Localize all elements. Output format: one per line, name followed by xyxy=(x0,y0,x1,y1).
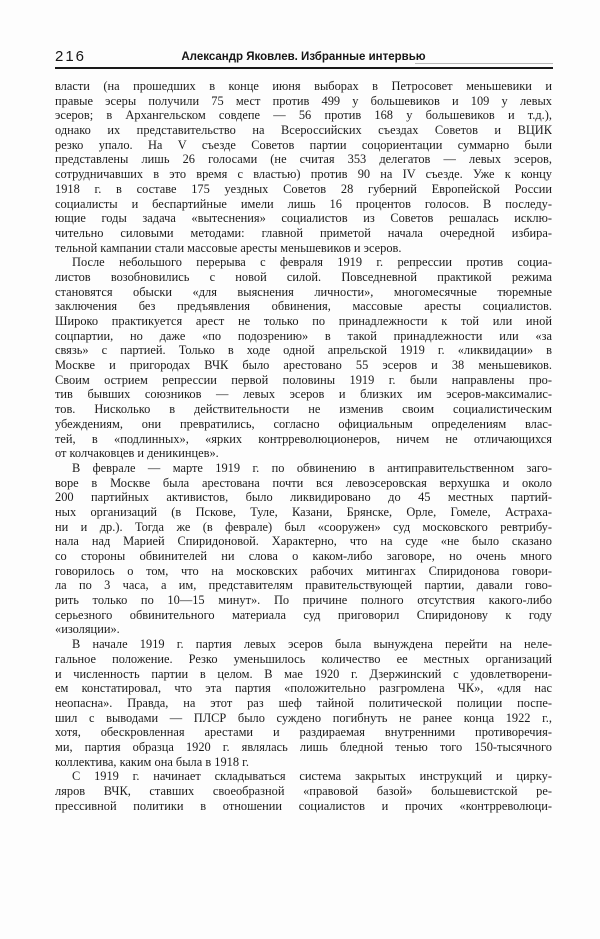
text-line: В начале 1919 г. партия левых эсеров была вынуждена перейти на неле- xyxy=(72,637,552,652)
text-line: представлены лишь 26 голосами (не считая 353 делегатов — левых эсеров, xyxy=(55,152,552,167)
text-line: тельной кампании стали массовые аресты меньшевиков и эсеров. xyxy=(55,240,402,255)
text-line: ла по 3 часа, а им, представителям правительствующей партии, давали гово- xyxy=(55,578,552,593)
text-line: эсеров; в Архангельском совдепе — 56 против 168 у большевиков и т.д.), xyxy=(55,108,552,123)
text-line: заключения без предъявления обвинения, массовые аресты социалистов. xyxy=(55,299,552,314)
text-line: ни и др.). Тогда же (в феврале) был «сооружен» суд московского ревтрибу- xyxy=(55,519,552,534)
text-line: социалисты и беспартийные имели лишь 16 процентов голосов. В последу- xyxy=(55,196,552,211)
text-block xyxy=(55,79,552,813)
text-line: со стороны обвинителей ни слова о каком-либо заговоре, но очень много xyxy=(55,549,552,563)
paragraph xyxy=(55,79,552,255)
text-line: коллектива, каким она была в 1918 г. xyxy=(55,754,249,769)
page-number: 216 xyxy=(55,48,87,65)
text-line: Москве и пригородах ВЧК было арестовано 55 эсеров и 38 меньшевиков. xyxy=(55,358,552,373)
text-line: правые эсеры получили 75 мест против 499 у большевиков и 109 у левых xyxy=(55,93,552,108)
text-line: говорилось о том, что на московских рабочих митингах Спиридонова говори- xyxy=(55,563,552,578)
text-line: рить только по 10—15 минут». По причине полного отсутствия какого-либо xyxy=(55,593,552,608)
text-line: хотя, обескровленная арестами и раздираемая внутренними противоречия- xyxy=(55,725,552,740)
text-line: листов возобновились с новой силой. Повседневной практикой режима xyxy=(55,269,552,284)
text-line: «изоляции». xyxy=(55,622,120,637)
text-line: резко упало. На V съезде Советов партии соцориентации суммарно были xyxy=(55,137,552,152)
text-line: тов. Нисколько в действительности не изменив своим социалистическим xyxy=(55,402,552,417)
text-line: ми, партия образца 1920 г. являлась лишь бледной тенью того 150-тысячного xyxy=(55,739,552,754)
text-line: сотрудничавших в это время с властью) против 90 на IV съезде. Уже к концу xyxy=(55,167,552,182)
text-line: 1918 г. в составе 175 уездных Советов 28 губерний Европейской России xyxy=(55,181,552,196)
paragraph xyxy=(55,637,552,769)
paragraph xyxy=(55,769,552,813)
header-hairline xyxy=(415,63,553,64)
text-line: однако их представительство на Всероссийских съездах Советов и ВЦИК xyxy=(55,123,552,138)
text-line: от колчаковцев и деникинцев». xyxy=(55,446,219,461)
text-line: соцпартии, но даже «по подозрению» в такой принадлежности или «за xyxy=(55,328,552,343)
text-line: ляров ВЧК, ставших своеобразной «правовой базой» большевистской ре- xyxy=(55,784,552,798)
text-line: убеждениям, они превратились, согласно официальным определениям влас- xyxy=(55,416,552,431)
text-line: неопасна». Правда, на этот раз шеф тайной политической полиции поспе- xyxy=(55,695,552,710)
text-line: Широко практикуется арест не только по принадлежности к той или иной xyxy=(55,314,552,328)
text-line: власти (на прошедших в конце июня выборах в Петросовет меньшевики и xyxy=(55,79,552,93)
text-line: В феврале — марте 1919 г. по обвинению в антиправительственном заго- xyxy=(72,460,552,475)
paragraph xyxy=(55,255,552,461)
text-line: тей, в «подлинных», «ярких контрреволюционеров, ничем не отличающихся xyxy=(55,431,552,446)
text-line: воре в Москве была арестована почти вся левоэсеровская верхушка и около xyxy=(55,475,552,490)
paragraph xyxy=(55,461,552,637)
text-line: Своим острием репрессии первой половины 1919 г. были направлены про- xyxy=(55,372,552,387)
text-line: ных организаций (в Пскове, Туле, Казани, Брянске, Орле, Гомеле, Астраха- xyxy=(55,504,552,519)
text-line: ем констатировал, что эта партия «положительно разгромлена ЧК», «для нас xyxy=(55,681,552,696)
running-title: Александр Яковлев. Избранные интервью xyxy=(181,51,426,63)
text-line: С 1919 г. начинает складываться система закрытых инструкций и цирку- xyxy=(72,769,552,784)
text-line: прессивной политики в отношении социалистов и прочих «контрреволюци- xyxy=(55,798,552,813)
text-line: гальное положение. Резко уменьшилось количество ее местных организаций xyxy=(55,651,552,666)
text-line: шил с выводами — ПЛСР было суждено погибнуть не ранее конца 1922 г., xyxy=(55,710,552,725)
text-line: нала над Марией Спиридоновой. Характерно, что на суде «не было сказано xyxy=(55,534,552,549)
header-rule xyxy=(55,67,553,69)
text-line: чительно силовыми методами: главной приметой начала очередной избира- xyxy=(55,225,552,240)
text-line: 200 партийных активистов, было ликвидировано до 45 местных партий- xyxy=(55,490,552,505)
text-line: ющие годы задача «вытеснения» социалистов из Советов решалась исклю- xyxy=(55,211,552,226)
text-line: становятся обыски «для выяснения личности», многомесячные тюремные xyxy=(55,284,552,299)
text-line: и численность партии в целом. В мае 1920 г. Дзержинский с удовлетворени- xyxy=(55,666,552,681)
text-line: тив бывших союзников — левых эсеров и близких им эсеров-максималис- xyxy=(55,387,552,402)
text-line: После небольшого перерыва с февраля 1919 г. репрессии против социа- xyxy=(72,255,552,270)
text-line: связь» с партией. Только в ходе одной апрельской 1919 г. «ликвидации» в xyxy=(55,343,552,358)
text-line: серьезного обвинительного материала суд приговорил Спиридонову к году xyxy=(55,607,552,622)
